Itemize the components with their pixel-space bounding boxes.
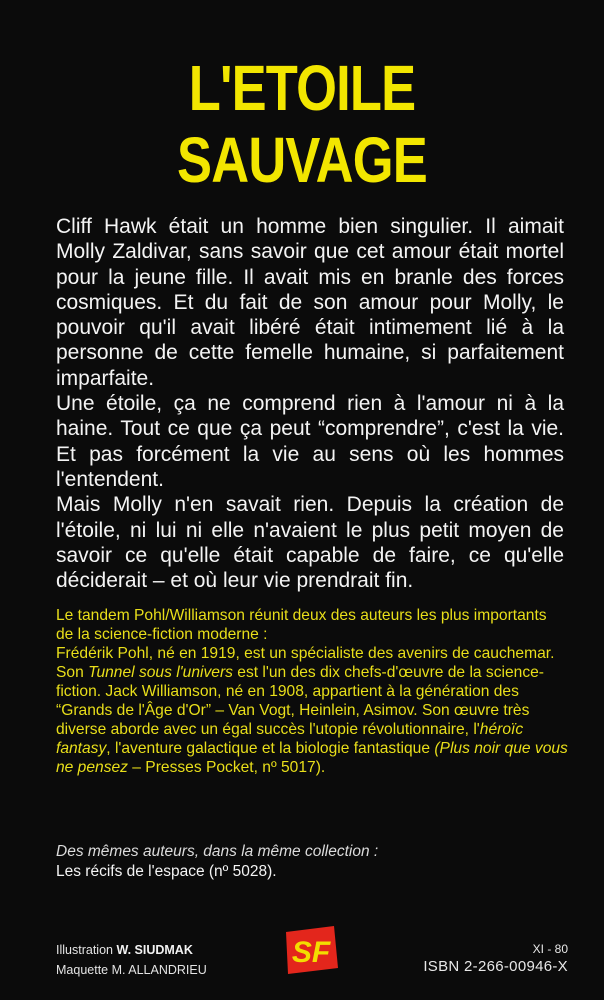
illustration-label: Illustration <box>56 943 113 957</box>
about-intro: Le tandem Pohl/Williamson réunit deux des auteurs les plus importants de la science-fiction moderne : <box>56 607 547 643</box>
synopsis-paragraph-2: Une étoile, ça ne comprend rien à l'amour ni à la haine. Tout ce que ça peut “comprendre”, c'est la vie. Et pas forcément la vie au sens où les hommes l'entendent. <box>56 392 564 491</box>
title-line-2: SAUVAGE <box>177 124 427 196</box>
sf-logo-text: SF <box>291 936 331 969</box>
same-authors-book: Les récifs de l'espace (nº 5028). <box>56 863 277 880</box>
book-title-plus-noir: (Plus noir que vous ne pensez <box>56 740 568 776</box>
about-authors <box>56 606 568 777</box>
about-text-a: Frédérik Pohl, né en 1919, est un spécialiste des avenirs de cauchemar. Son <box>56 645 555 681</box>
about-text-b: est l'un des dix chefs-d'œuvre de la science-fiction. Jack Williamson, né en 1908, appartient à la génération des “Grands de l'Âge d'Or” – Van Vogt, Heinlein, Asimov. Son œuvre très diverse aborde avec un égal succès l'utopie révolutionnaire, l' <box>56 664 544 738</box>
same-authors <box>56 842 556 882</box>
illustrator-name: W. SIUDMAK <box>116 943 193 957</box>
credits <box>56 940 207 980</box>
about-text-c: , l'aventure galactique et la biologie fantastique <box>106 740 435 757</box>
catalog-code: XI - 80 <box>532 942 568 956</box>
book-title-tunnel: Tunnel sous l'univers <box>88 664 233 681</box>
synopsis-paragraph-3: Mais Molly n'en savait rien. Depuis la création de l'étoile, ni lui ni elle n'avaient le plus petit moyen de savoir ce qu'elle était capable de faire, ce qu'elle déciderait – et où leur vie prendrait fin. <box>56 493 564 593</box>
title-line-1: L'ETOILE <box>188 52 416 124</box>
genre-heroic-fantasy: héroïc fantasy <box>56 721 524 757</box>
about-text-d: – Presses Pocket, nº 5017). <box>127 759 326 776</box>
sf-logo-icon <box>282 924 340 976</box>
synopsis <box>56 214 564 593</box>
same-authors-intro: Des mêmes auteurs, dans la même collection : <box>56 843 379 860</box>
catalog-info <box>423 940 568 976</box>
isbn: ISBN 2-266-00946-X <box>423 958 568 975</box>
synopsis-paragraph-1: Cliff Hawk était un homme bien singulier. Il aimait Molly Zaldivar, sans savoir que cet amour était mortel pour la jeune fille. Il avait mis en branle des forces cosmiques. Et du fait de son amour pour Molly, le pouvoir qu'il avait libéré était intimement lié à la personne de cette femelle humaine, si parfaitement imparfaite. <box>56 215 564 390</box>
maquette-credit: Maquette M. ALLANDRIEU <box>56 963 207 977</box>
